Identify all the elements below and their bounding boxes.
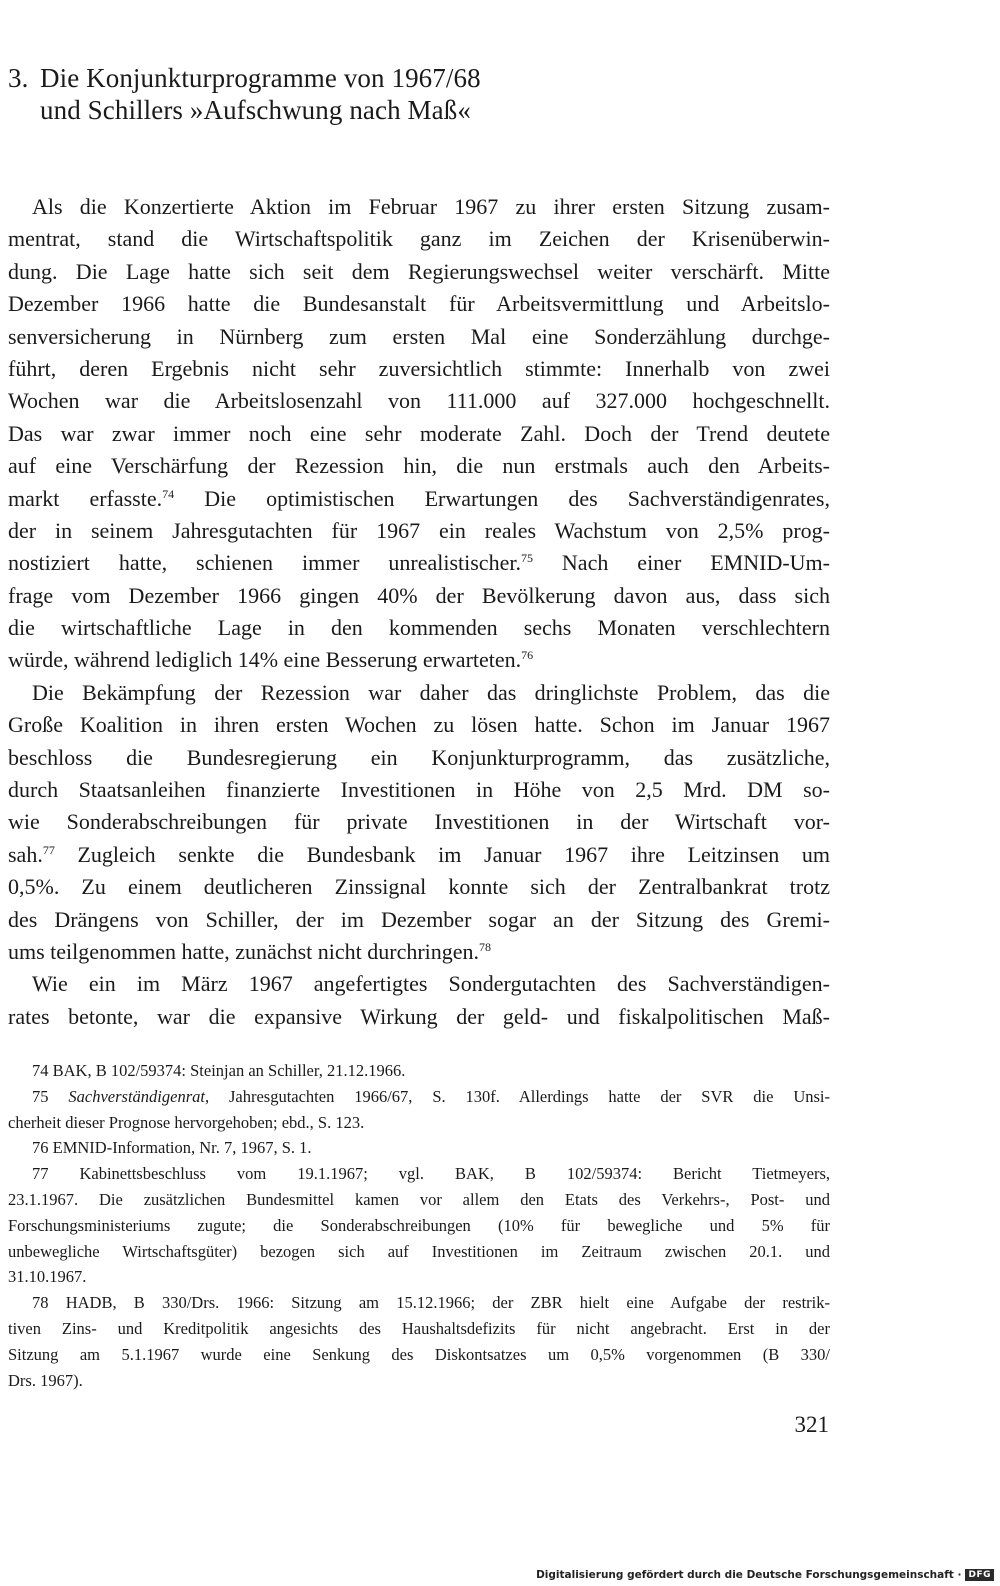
body-line: frage vom Dezember 1966 gingen 40% der Bevölkerung davon aus, dass sich (8, 582, 830, 608)
body-line (8, 483, 830, 515)
body-line-text: ums teilgenommen hatte, zunächst nicht durchringen. (8, 938, 480, 964)
footnote-text: , Jahresgutachten 1966/67, S. 130f. Allerdings hatte der SVR die Unsi- (204, 1086, 830, 1106)
footnote-number: 75 (32, 1086, 69, 1106)
body-line: führt, deren Ergebnis nicht sehr zuversichtlich stimmte: Innerhalb von zwei (8, 355, 830, 381)
digitization-credit (536, 1567, 994, 1583)
body-line: auf eine Verschärfung der Rezession hin, die nun erstmals auch den Arbeits- (8, 453, 830, 479)
body-line: die wirtschaftliche Lage in den kommenden sechs Monaten verschlechtern (8, 615, 830, 641)
footnote-line: Sitzung am 5.1.1967 wurde eine Senkung des Diskontsatzes um 0,5% vorgenommen (B 330/ (8, 1344, 830, 1364)
body-line: Wie ein im März 1967 angefertigtes Sondergutachten des Sachverständigen- (32, 971, 830, 997)
footnote-line: unbewegliche Wirtschaftsgüter) bezogen sich auf Investitionen im Zeitraum zwischen 20.1. und (8, 1241, 830, 1261)
body-text (8, 191, 830, 1033)
body-line: durch Staatsanleihen finanzierte Investitionen in Höhe von 2,5 Mrd. DM so- (8, 777, 830, 803)
body-line: der in seinem Jahresgutachten für 1967 ein reales Wachstum von 2,5% prog- (8, 517, 830, 543)
footnote-76: 76 EMNID-Information, Nr. 7, 1967, S. 1. (32, 1138, 312, 1158)
heading-line-1 (8, 62, 708, 94)
footnote-77: 77 Kabinettsbeschluss vom 19.1.1967; vgl. BAK, B 102/59374: Bericht Tietmeyers, (32, 1164, 830, 1184)
body-line: rates betonte, war die expansive Wirkung der geld- und fiskalpolitischen Maß- (8, 1003, 830, 1029)
chapter-heading (8, 62, 708, 126)
footnote-line: Forschungsministeriums zugute; die Sonderabschreibungen (10% für bewegliche und 5% für (8, 1215, 830, 1235)
dfg-logo: DFG (965, 1569, 994, 1581)
body-line: des Drängens von Schiller, der im Dezember sogar an der Sitzung des Gremi- (8, 906, 830, 932)
body-line: Die Bekämpfung der Rezession war daher das dringlichste Problem, das die (32, 679, 830, 705)
footnote-line: Drs. 1967). (8, 1370, 83, 1390)
body-line: dung. Die Lage hatte sich seit dem Regierungswechsel weiter verschärft. Mitte (8, 258, 830, 284)
heading-number: 3. (8, 63, 29, 93)
body-line: Dezember 1966 hatte die Bundesanstalt für Arbeitsvermittlung und Arbeitslo- (8, 291, 830, 317)
body-line: Große Koalition in ihren ersten Wochen zu lösen hatte. Schon im Januar 1967 (8, 712, 830, 738)
heading-title-line-2: und Schillers »Aufschwung nach Maß« (40, 95, 471, 125)
page-number: 321 (794, 1412, 829, 1437)
body-line: Als die Konzertierte Aktion im Februar 1967 zu ihrer ersten Sitzung zusam- (32, 194, 830, 219)
footnote-ref-77[interactable]: 77 (42, 842, 55, 857)
body-line (8, 644, 830, 676)
body-line: Das war zwar immer noch eine sehr moderate Zahl. Doch der Trend deutete (8, 420, 830, 446)
body-line: 0,5%. Zu einem deutlicheren Zinssignal konnte sich der Zentralbankrat trotz (8, 874, 830, 900)
body-line-text: nostiziert hatte, schienen immer unrealistischer. (8, 550, 521, 576)
body-line-text: sah. (8, 841, 43, 867)
footnotes (8, 1058, 830, 1393)
heading-title-line-1: Die Konjunkturprogramme von 1967/68 (40, 63, 481, 93)
footnote-ref-75[interactable]: 75 (520, 551, 533, 566)
body-line-text: würde, während lediglich 14% eine Besserung erwarteten. (8, 647, 522, 673)
footnote-author: Sachverständigenrat (68, 1086, 205, 1106)
body-line: senversicherung in Nürnberg zum ersten Mal eine Sonderzählung durchge- (8, 323, 830, 349)
footnote-line: 23.1.1967. Die zusätzlichen Bundesmittel kamen vor allem den Etats des Verkehrs-, Post- und (8, 1189, 830, 1209)
footnote-line: cherheit dieser Prognose hervorgehoben; ebd., S. 123. (8, 1112, 365, 1132)
body-line-text: markt erfasste. (8, 485, 163, 511)
footnote-line: 31.10.1967. (8, 1267, 87, 1287)
body-line (8, 547, 830, 579)
footnote-ref-74[interactable]: 74 (162, 486, 175, 501)
body-line: beschloss die Bundesregierung ein Konjunkturprogramm, das zusätzliche, (8, 744, 830, 770)
body-line (8, 839, 830, 871)
footnote-ref-76[interactable]: 76 (521, 648, 534, 663)
body-line: wie Sonderabschreibungen für private Investitionen in der Wirtschaft vor- (8, 809, 830, 835)
body-line-text: Die optimistischen Erwartungen des Sachverständigenrates, (174, 485, 830, 511)
footnote-line: tiven Zins- und Kreditpolitik angesichts des Haushaltsdefizits für nicht angebracht. Erst in der (8, 1318, 830, 1338)
footnote-74: 74 BAK, B 102/59374: Steinjan an Schiller, 21.12.1966. (32, 1061, 406, 1080)
body-line: Wochen war die Arbeitslosenzahl von 111.000 auf 327.000 hochgeschnellt. (8, 388, 830, 414)
body-line-text: Nach einer EMNID-Um- (532, 550, 830, 576)
body-line (8, 936, 830, 968)
credit-text: Digitalisierung gefördert durch die Deutsche Forschungsgemeinschaft · (536, 1569, 962, 1581)
footnote-75 (8, 1084, 830, 1110)
footnote-ref-78[interactable]: 78 (479, 939, 492, 954)
footnote-78: 78 HADB, B 330/Drs. 1966: Sitzung am 15.12.1966; der ZBR hielt eine Aufgabe der restrik- (32, 1293, 830, 1313)
body-line-text: Zugleich senkte die Bundesbank im Januar 1967 ihre Leitzinsen um (54, 841, 830, 867)
body-line: mentrat, stand die Wirtschaftspolitik ganz im Zeichen der Krisenüberwin- (8, 226, 830, 252)
